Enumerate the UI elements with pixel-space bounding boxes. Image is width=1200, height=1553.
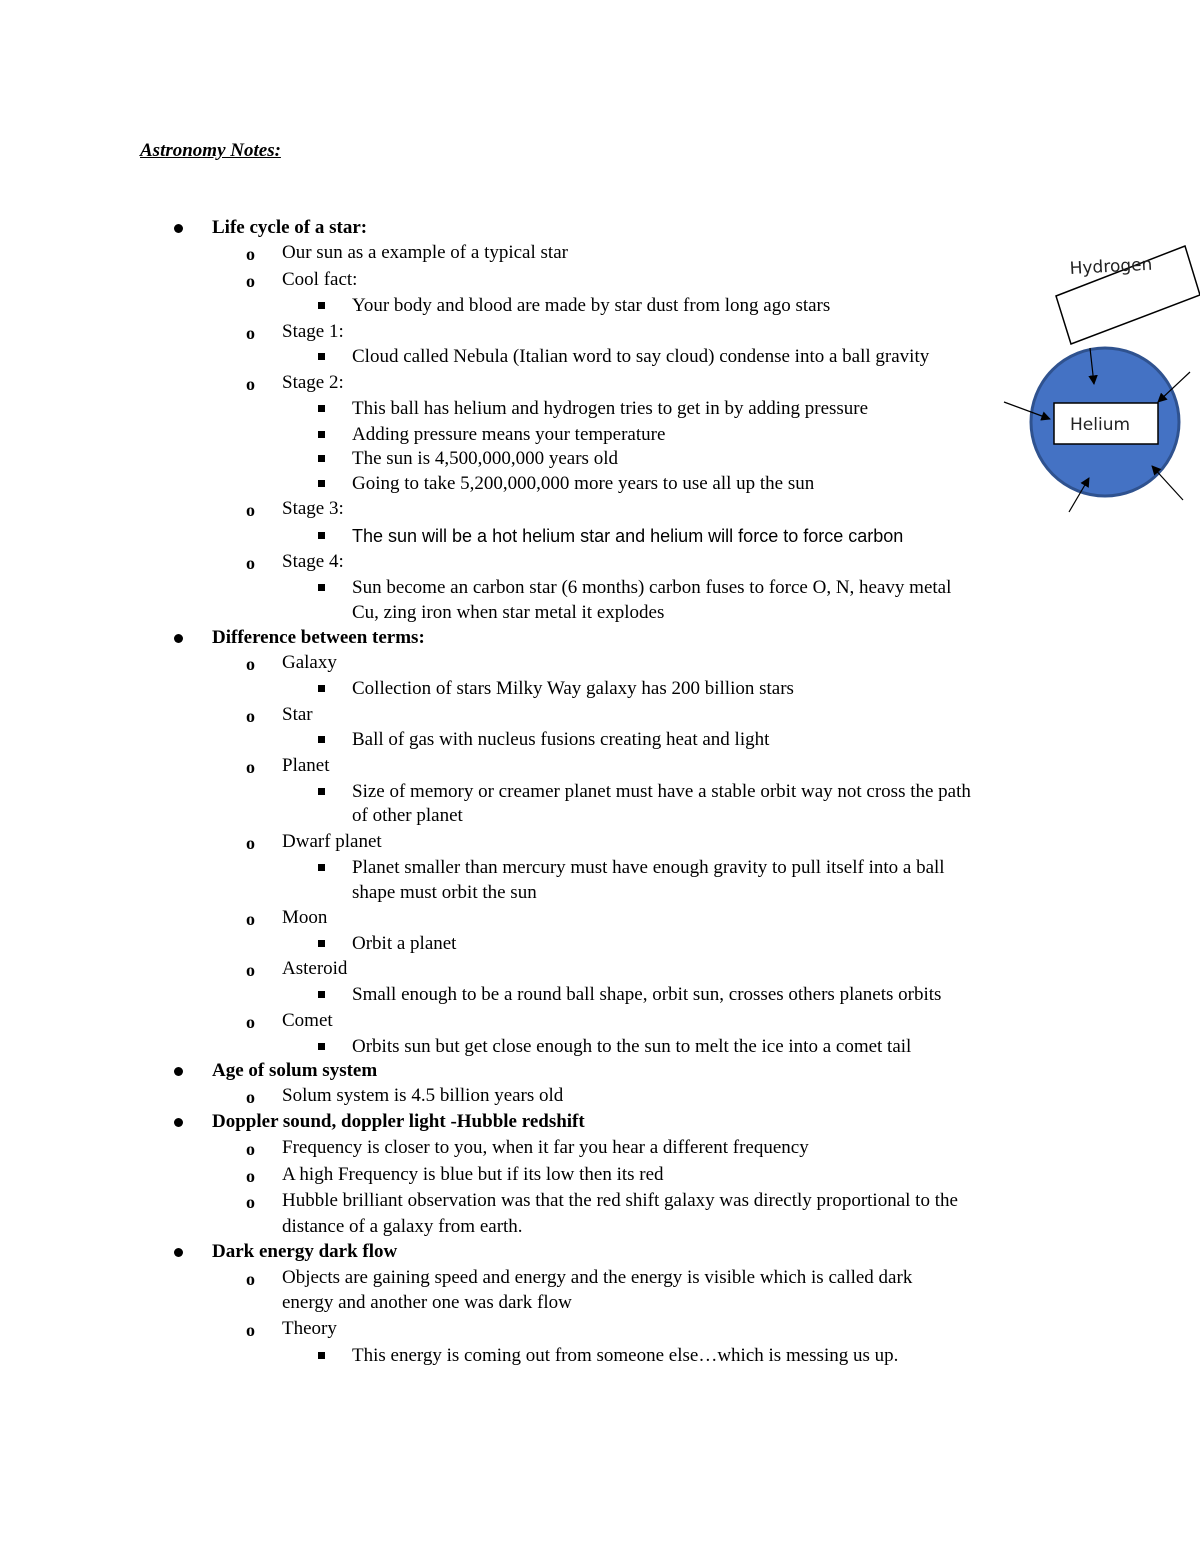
bullet-o: o <box>246 1139 255 1159</box>
list-item: Small enough to be a round ball shape, orbit sun, crosses others planets orbits <box>352 984 942 1005</box>
bullet-o: o <box>246 374 255 394</box>
list-item: Your body and blood are made by star dust from long ago stars <box>352 295 831 316</box>
list-item: Solum system is 4.5 billion years old <box>282 1085 564 1106</box>
list-item: Stage 3: <box>282 498 344 519</box>
list-item: Orbit a planet <box>352 933 457 954</box>
list-item: Stage 1: <box>282 321 344 342</box>
bullet-o: o <box>246 271 255 291</box>
section-heading-difference: Difference between terms: <box>212 627 425 648</box>
bullet-o: o <box>246 1192 255 1212</box>
list-item: Objects are gaining speed and energy and the energy is visible which is called dark <box>282 1267 913 1288</box>
list-item: The sun will be a hot helium star and helium will force to force carbon <box>352 526 904 546</box>
list-item-continuation: of other planet <box>352 805 463 826</box>
list-item: Cool fact: <box>282 269 358 290</box>
list-item: Planet smaller than mercury must have enough gravity to pull itself into a ball <box>352 857 945 878</box>
section-heading-life-cycle: Life cycle of a star: <box>212 217 368 238</box>
list-item: Galaxy <box>282 652 337 673</box>
list-item: Theory <box>282 1318 337 1339</box>
bullet-o: o <box>246 1269 255 1289</box>
bullet-o: o <box>246 323 255 343</box>
list-item-continuation: Cu, zing iron when star metal it explodes <box>352 602 665 623</box>
list-item: This ball has helium and hydrogen tries to get in by adding pressure <box>352 398 869 419</box>
list-item: Stage 4: <box>282 551 344 572</box>
list-item: A high Frequency is blue but if its low then its red <box>282 1164 664 1185</box>
bullet-o: o <box>246 1166 255 1186</box>
list-item: Comet <box>282 1010 333 1031</box>
list-item: The sun is 4,500,000,000 years old <box>352 448 618 469</box>
hydrogen-label: Hydrogen <box>1069 254 1153 279</box>
bullet-o: o <box>246 553 255 573</box>
list-item: Size of memory or creamer planet must have a stable orbit way not cross the path <box>352 781 971 802</box>
list-item: Frequency is closer to you, when it far you hear a different frequency <box>282 1137 809 1158</box>
list-item: Asteroid <box>282 958 348 979</box>
section-heading-doppler: Doppler sound, doppler light -Hubble redshift <box>212 1111 585 1132</box>
bullet-o: o <box>246 960 255 980</box>
list-item: Hubble brilliant observation was that the red shift galaxy was directly proportional to the <box>282 1190 958 1211</box>
list-item: Dwarf planet <box>282 831 382 852</box>
arrow-bottom-right <box>1152 466 1183 500</box>
list-item: Star <box>282 704 313 725</box>
section-heading-dark-energy: Dark energy dark flow <box>212 1241 398 1262</box>
bullet-o: o <box>246 909 255 929</box>
bullet-o: o <box>246 654 255 674</box>
bullet-o: o <box>246 244 255 264</box>
list-item: Sun become an carbon star (6 months) carbon fuses to force O, N, heavy metal <box>352 577 952 598</box>
bullet-o: o <box>246 833 255 853</box>
list-item: Our sun as a example of a typical star <box>282 242 568 263</box>
helium-label: Helium <box>1070 415 1131 435</box>
list-item: Cloud called Nebula (Italian word to say cloud) condense into a ball gravity <box>352 346 930 367</box>
list-item: Planet <box>282 755 330 776</box>
list-item: Going to take 5,200,000,000 more years to use all up the sun <box>352 473 815 494</box>
bullet-o: o <box>246 706 255 726</box>
bullet-o: o <box>246 1320 255 1340</box>
list-item: This energy is coming out from someone else…which is messing us up. <box>352 1345 899 1366</box>
list-item: Adding pressure means your temperature <box>352 424 666 445</box>
list-item-continuation: energy and another one was dark flow <box>282 1292 572 1313</box>
list-item-continuation: distance of a galaxy from earth. <box>282 1216 523 1237</box>
section-heading-age: Age of solum system <box>212 1060 378 1081</box>
bullet-o: o <box>246 500 255 520</box>
bullet-o: o <box>246 1012 255 1032</box>
list-item: Collection of stars Milky Way galaxy has 200 billion stars <box>352 678 794 699</box>
bullet-o: o <box>246 1087 255 1107</box>
list-item: Moon <box>282 907 328 928</box>
list-item: Ball of gas with nucleus fusions creating heat and light <box>352 729 770 750</box>
list-item: Stage 2: <box>282 372 344 393</box>
page-title: Astronomy Notes: <box>140 140 281 161</box>
list-item: Orbits sun but get close enough to the sun to melt the ice into a comet tail <box>352 1036 912 1057</box>
list-item-continuation: shape must orbit the sun <box>352 882 537 903</box>
bullet-o: o <box>246 757 255 777</box>
